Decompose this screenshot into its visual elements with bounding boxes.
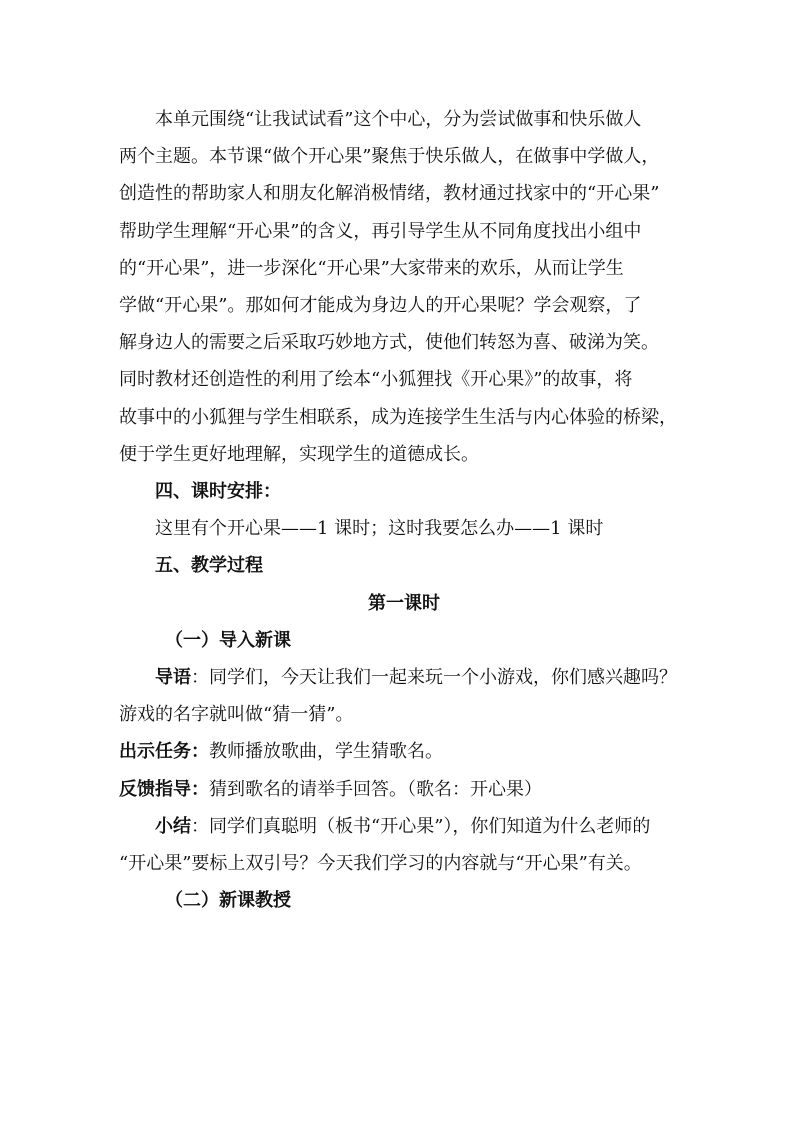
task-label: 出示任务： bbox=[119, 741, 209, 763]
summary-line-2: “开心果”要标上双引号？今天我们学习的内容就与“开心果”有关。 bbox=[119, 853, 642, 875]
part-one-heading: （一）导入新课 bbox=[165, 629, 291, 651]
section-four-text: 这里有个开心果——1 课时；这时我要怎么办——1 课时 bbox=[155, 518, 604, 540]
summary-label: 小结 bbox=[155, 815, 191, 837]
section-four-body bbox=[119, 510, 689, 547]
task-paragraph bbox=[119, 733, 689, 770]
guide-line-2: 游戏的名字就叫做“猜一猜”。 bbox=[119, 704, 354, 726]
intro-line-1: 本单元围绕“让我试试看”这个中心，分为尝试做事和快乐做人 bbox=[155, 109, 642, 130]
section-four-heading: 四、课时安排： bbox=[155, 481, 281, 503]
intro-line-2: 两个主题。本节课“做个开心果”聚焦于快乐做人，在做事中学做人， bbox=[119, 146, 660, 168]
feedback-label: 反馈指导： bbox=[119, 778, 209, 800]
intro-line-3: 创造性的帮助家人和朋友化解消极情绪，教材通过找家中的“开心果” bbox=[119, 183, 660, 205]
intro-line-4: 帮助学生理解“开心果”的含义，再引导学生从不同角度找出小组中 bbox=[119, 220, 642, 242]
document-body bbox=[119, 101, 689, 919]
summary-line-1 bbox=[119, 808, 689, 845]
part-two-heading: （二）新课教授 bbox=[165, 890, 291, 912]
feedback-line bbox=[119, 771, 689, 808]
task-text: 教师播放歌曲，学生猜歌名。 bbox=[209, 741, 443, 763]
intro-line-6: 学做“开心果”。那如何才能成为身边人的开心果呢？学会观察，了 bbox=[119, 295, 642, 317]
guide-line-1 bbox=[119, 659, 689, 696]
feedback-text: 猜到歌名的请举手回答。（歌名：开心果） bbox=[209, 778, 542, 800]
guide-text-1: ：同学们，今天让我们一起来玩一个小游戏，你们感兴趣吗？ bbox=[191, 667, 677, 689]
guide-label: 导语 bbox=[155, 667, 191, 689]
intro-line-5: 的“开心果”，进一步深化“开心果”大家带来的欢乐，从而让学生 bbox=[119, 257, 624, 279]
summary-paragraph bbox=[119, 808, 689, 882]
intro-line-8: 同时教材还创造性的利用了绘本“小狐狸找《开心果》”的故事，将 bbox=[119, 369, 633, 391]
summary-text-1: ：同学们真聪明（板书“开心果”），你们知道为什么老师的 bbox=[191, 815, 651, 837]
section-five-heading: 五、教学过程 bbox=[155, 555, 263, 577]
intro-line-7: 解身边人的需要之后采取巧妙地方式，使他们转怒为喜、破涕为笑。 bbox=[119, 332, 659, 354]
intro-paragraph bbox=[119, 101, 689, 473]
lesson-title: 第一课时 bbox=[368, 592, 440, 614]
guide-paragraph bbox=[119, 659, 689, 733]
task-line bbox=[119, 733, 689, 770]
intro-line-9: 故事中的小狐狸与学生相联系，成为连接学生生活与内心体验的桥梁， bbox=[119, 406, 677, 428]
intro-line-10: 便于学生更好地理解，实现学生的道德成长。 bbox=[119, 443, 479, 465]
feedback-paragraph bbox=[119, 771, 689, 808]
